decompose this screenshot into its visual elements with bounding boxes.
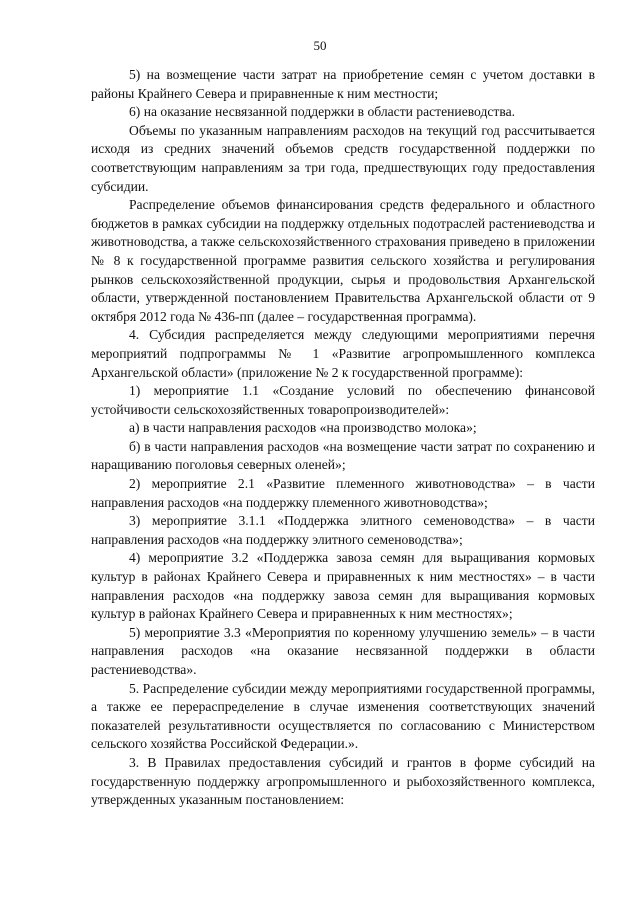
- paragraph: 4) мероприятие 3.2 «Поддержка завоза семян для выращивания кормовых культур в районах Крайнего Севера и приравненных к ним местностях» – в части направления расходов «на поддержку завоза семян для выращивания кормовых культур в районах Крайнего Севера и приравненных к ним местностях»;: [91, 550, 595, 622]
- paragraph: 4. Субсидия распределяется между следующими мероприятиями перечня мероприятий подпрограммы № 1 «Развитие агропромышленного комплекса Архангельской области» (приложение № 2 к государственной программе):: [91, 327, 595, 380]
- paragraph: 5) мероприятие 3.3 «Мероприятия по коренному улучшению земель» – в части направления расходов «на оказание несвязанной поддержки в области растениеводства».: [91, 624, 595, 677]
- paragraph: 6) на оказание несвязанной поддержки в области растениеводства.: [129, 104, 516, 120]
- paragraph: Объемы по указанным направлениям расходов на текущий год рассчитывается исходя из средних значений объемов средств государственной поддержки по соответствующим направлениям за три года, предшествующих году предоставления субсидии.: [91, 122, 595, 194]
- paragraph: 5) на возмещение части затрат на приобретение семян с учетом доставки в районы Крайнего Севера и приравненные к ним местности;: [91, 67, 595, 101]
- paragraph: а) в части направления расходов «на производство молока»;: [129, 420, 477, 436]
- page-number: 50: [313, 38, 327, 53]
- paragraph: 5. Распределение субсидии между мероприятиями государственной программы, а также ее перераспределение в случае изменения соответствующих значений показателей результативности осуществляется по согласованию с Министерством сельского хозяйства Российской Федерации.».: [91, 680, 595, 752]
- paragraph: 1) мероприятие 1.1 «Создание условий по обеспечению финансовой устойчивости сельскохозяйственных товаропроизводителей»:: [91, 383, 595, 417]
- document-body: [91, 66, 595, 810]
- paragraph: 2) мероприятие 2.1 «Развитие племенного животноводства» – в части направления расходов «на поддержку племенного животноводства»;: [91, 476, 595, 510]
- paragraph: Распределение объемов финансирования средств федерального и областного бюджетов в рамках субсидии на поддержку отдельных подотраслей растениеводства и животноводства, а также сельскохозяйственного страхования приведено в приложении № 8 к государственной программе развития сельского хозяйства и регулирования рынков сельскохозяйственной продукции, сырья и продовольствия Архангельской области, утвержденной постановлением Правительства Архангельской области от 9 октября 2012 года № 436-пп (далее – государственная программа).: [91, 197, 595, 324]
- paragraph: б) в части направления расходов «на возмещение части затрат по сохранению и наращиванию поголовья северных оленей»;: [91, 438, 595, 473]
- paragraph: 3) мероприятие 3.1.1 «Поддержка элитного семеноводства» – в части направления расходов «на поддержку элитного семеноводства»;: [91, 513, 595, 547]
- paragraph: 3. В Правилах предоставления субсидий и грантов в форме субсидий на государственную поддержку агропромышленного и рыбохозяйственного комплекса, утвержденных указанным постановлением:: [91, 754, 595, 808]
